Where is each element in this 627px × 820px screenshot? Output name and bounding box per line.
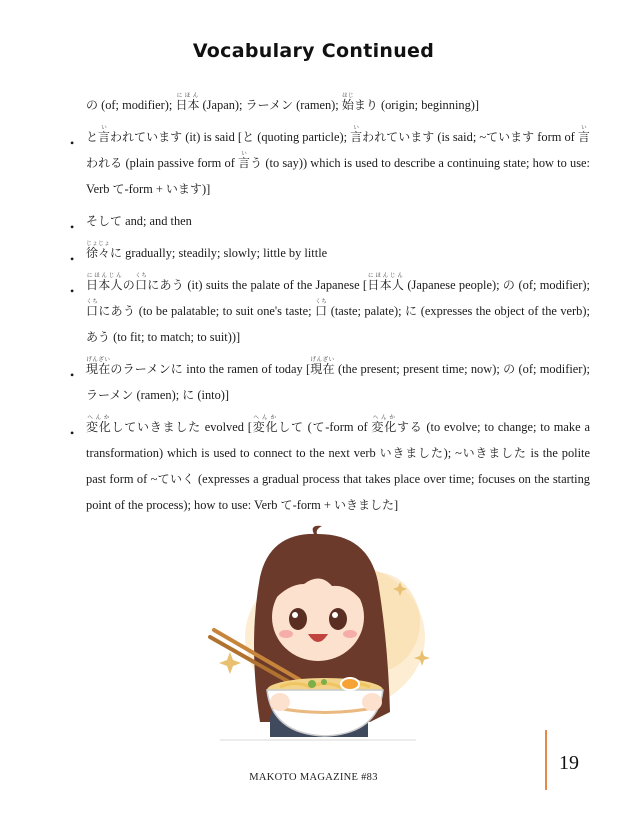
entry-text: と言いわれています (it) is said [と (quoting particle); 言いわれています (is said; ~ています form of 言いわれる (plain passive form of 言いう (to say)) which is used to describe a continuing state; how to use: Verb て-form + います)] bbox=[86, 125, 590, 196]
entry-text: 日本人にほんじんの口くちにあう (it) suits the palate of the Japanese [日本人にほんじん (Japanese people); の (of; modifier); 口くちにあう (to be palatable; to suit one's taste; 口くち (taste; palate); に (expresses the object of the verb); あう (to fit; to match; to suit))] bbox=[86, 273, 590, 344]
magazine-footer: MAKOTO MAGAZINE #83 bbox=[249, 772, 378, 783]
bullet-icon: • bbox=[70, 252, 75, 266]
list-item bbox=[70, 414, 590, 518]
bullet-icon: • bbox=[70, 284, 75, 298]
page-number: 19 bbox=[559, 752, 579, 774]
girl-eating-ramen-illustration bbox=[200, 522, 436, 754]
list-item bbox=[70, 124, 590, 202]
entry-text: 変化へんかしていきました evolved [変化へんかして (て-form of 変化へんかする (to evolve; to change; to make a transformation) which is used to connect to the next verb いきました); ~いきました is the polite past form of ~ていく (expresses a gradual process that takes place over time; focuses on the starting point of the process); how to use: Verb て-form + いきました] bbox=[86, 415, 590, 512]
bullet-icon: • bbox=[70, 220, 75, 234]
entry-text: そして and; and then bbox=[86, 214, 192, 228]
entry-text: の (of; modifier); 日本にほん (Japan); ラーメン (ramen); 始はじまり (origin; beginning)] bbox=[86, 93, 480, 112]
entry-text: 徐々じょじょに gradually; steadily; slowly; little by little bbox=[86, 241, 328, 260]
list-item bbox=[70, 356, 590, 408]
list-item bbox=[70, 92, 590, 118]
bullet-icon: • bbox=[70, 426, 75, 440]
list-item bbox=[70, 208, 590, 234]
page-title: Vocabulary Continued bbox=[192, 40, 435, 62]
list-item bbox=[70, 272, 590, 350]
bullet-icon: • bbox=[70, 368, 75, 382]
bullet-icon: • bbox=[70, 136, 75, 150]
list-item bbox=[70, 240, 590, 266]
entry-text: 現在げんざいのラーメンに into the ramen of today [現在げんざい (the present; present time; now); の (of; modifier); ラーメン (ramen); に (into)] bbox=[86, 357, 590, 402]
vocabulary-list bbox=[70, 92, 590, 518]
